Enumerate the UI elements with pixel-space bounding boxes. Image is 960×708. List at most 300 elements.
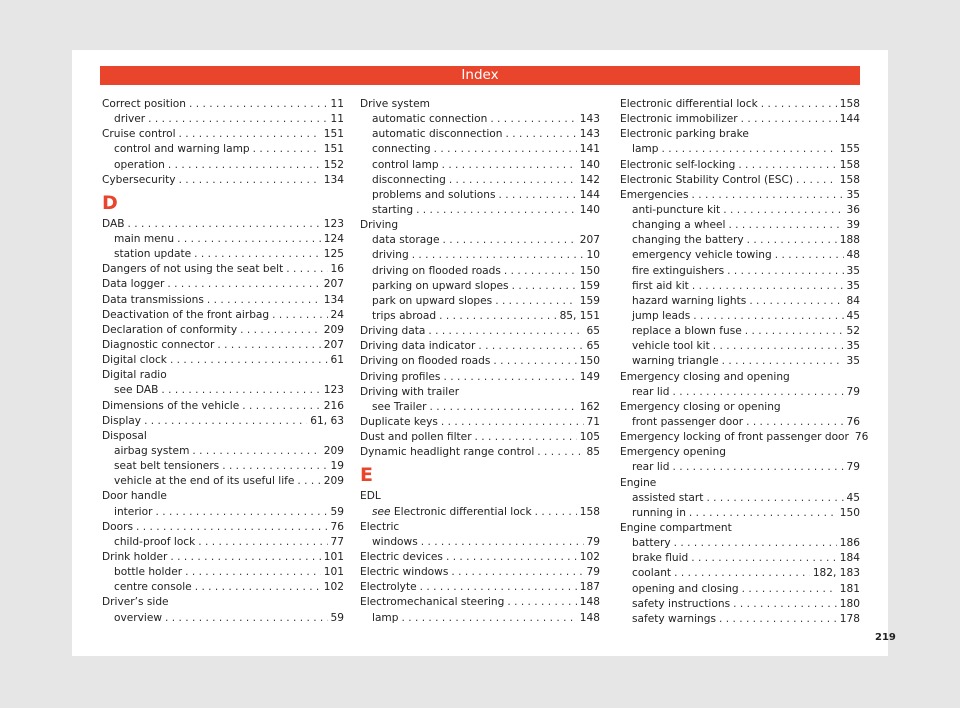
dot-leader	[416, 203, 577, 218]
entry-label: warning triangle	[632, 355, 719, 368]
entry-label: vehicle at the end of its useful life	[114, 475, 295, 488]
dot-leader	[674, 536, 837, 551]
entry-page-number: 35	[846, 279, 860, 292]
index-column-1	[102, 97, 344, 626]
entry-label: Electronic self-locking	[620, 158, 736, 171]
entry-page-number: 24	[330, 308, 344, 321]
index-section-letter: E	[360, 464, 373, 487]
entry-page-number: 158	[839, 158, 860, 171]
index-subentry	[620, 597, 860, 612]
entry-page-number: 105	[579, 431, 600, 444]
entry-page-number: 151	[323, 128, 344, 141]
index-subentry	[360, 264, 600, 279]
dot-leader	[706, 491, 843, 506]
dot-leader	[733, 597, 837, 612]
entry-label: Driving data indicator	[360, 340, 476, 353]
dot-leader	[179, 127, 321, 142]
index-subentry	[360, 248, 600, 263]
dot-leader	[761, 97, 837, 112]
entry-label: opening and closing	[632, 582, 739, 595]
index-subentry	[102, 112, 344, 127]
index-section-letter: D	[102, 191, 118, 214]
index-heading: Emergency opening	[620, 446, 726, 459]
index-subentry	[620, 551, 860, 566]
entry-page-number: 150	[579, 264, 600, 277]
entry-label: hazard warning lights	[632, 294, 747, 307]
dot-leader	[168, 158, 321, 173]
entry-page-number: 19	[330, 460, 344, 473]
index-entry	[102, 173, 344, 188]
entry-page-number: 48	[846, 249, 860, 262]
entry-page-number: 10	[586, 249, 600, 262]
index-entry	[102, 277, 344, 292]
dot-leader	[475, 430, 577, 445]
entry-page-number: 162	[579, 400, 600, 413]
entry-page-number: 45	[846, 309, 860, 322]
dot-leader	[253, 142, 321, 157]
index-subentry	[360, 112, 600, 127]
index-subentry	[360, 400, 600, 415]
entry-label: Electric devices	[360, 550, 443, 563]
entry-page-number: 134	[323, 293, 344, 306]
index-subentry	[360, 294, 600, 309]
entry-label: safety warnings	[632, 612, 716, 625]
index-subentry	[102, 535, 344, 550]
entry-label: windows	[372, 535, 418, 548]
dot-leader	[674, 566, 810, 581]
index-subentry	[102, 611, 344, 626]
index-subentry	[360, 173, 600, 188]
dot-leader	[165, 611, 327, 626]
dot-leader	[161, 383, 320, 398]
dot-leader	[537, 445, 583, 460]
index-entry	[102, 308, 344, 323]
entry-label: driving on flooded roads	[372, 264, 501, 277]
entry-page-number: 79	[586, 535, 600, 548]
index-entry	[360, 445, 600, 460]
index-heading: Emergency closing and opening	[620, 370, 790, 383]
index-entry	[620, 112, 860, 127]
dot-leader	[507, 595, 576, 610]
entry-page-number: 140	[579, 158, 600, 171]
index-subentry	[360, 505, 600, 520]
dot-leader	[738, 158, 836, 173]
index-subentry	[102, 474, 344, 489]
dot-leader	[775, 248, 844, 263]
index-heading: Door handle	[102, 490, 167, 503]
index-subentry	[360, 142, 600, 157]
entry-page-number: 45	[846, 491, 860, 504]
entry-label: Data logger	[102, 278, 165, 291]
entry-page-number: 178	[839, 612, 860, 625]
index-entry	[360, 370, 600, 385]
dot-leader	[672, 385, 843, 400]
entry-page-number: 141	[579, 143, 600, 156]
index-entry	[360, 430, 600, 445]
entry-label: Electrolyte	[360, 581, 417, 594]
dot-leader	[136, 520, 328, 535]
index-subentry	[620, 506, 860, 521]
entry-page-number: 59	[330, 611, 344, 624]
dot-leader	[286, 262, 327, 277]
dot-leader	[412, 248, 584, 263]
dot-leader	[728, 218, 843, 233]
index-entry	[102, 323, 344, 338]
entry-page-number: 79	[586, 566, 600, 579]
entry-page-number: 65	[586, 325, 600, 338]
index-subentry	[360, 188, 600, 203]
dot-leader	[451, 565, 583, 580]
index-entry	[620, 97, 860, 112]
entry-label: brake fluid	[632, 552, 689, 565]
entry-label: Duplicate keys	[360, 415, 438, 428]
entry-label: park on upward slopes	[372, 294, 493, 307]
dot-leader	[177, 232, 321, 247]
index-heading: Driving	[360, 219, 399, 232]
dot-leader	[442, 158, 577, 173]
dot-leader	[217, 338, 320, 353]
index-heading: Disposal	[102, 429, 147, 442]
page-number: 219	[875, 632, 896, 643]
index-subentry	[620, 415, 860, 430]
index-subentry	[360, 233, 600, 248]
index-subentry	[360, 279, 600, 294]
entry-page-number: 35	[846, 340, 860, 353]
entry-label: disconnecting	[372, 173, 446, 186]
index-heading: Electronic parking brake	[620, 128, 749, 141]
dot-leader	[746, 415, 843, 430]
entry-label: lamp	[632, 143, 659, 156]
entry-page-number: 144	[579, 188, 600, 201]
entry-label: Driving profiles	[360, 370, 441, 383]
dot-leader	[749, 294, 843, 309]
entry-label: overview	[114, 611, 163, 624]
dot-leader	[148, 112, 327, 127]
dot-leader	[401, 611, 576, 626]
dot-leader	[504, 264, 577, 279]
entry-page-number: 101	[323, 550, 344, 563]
dot-leader	[192, 444, 320, 459]
dot-leader	[796, 173, 837, 188]
entry-label: Electromechanical steering	[360, 596, 505, 609]
entry-label: battery	[632, 537, 671, 550]
entry-page-number: 151	[323, 143, 344, 156]
dot-leader	[693, 309, 843, 324]
entry-label: Data transmissions	[102, 293, 204, 306]
entry-label: Cruise control	[102, 128, 176, 141]
entry-page-number: 71	[586, 415, 600, 428]
index-subentry	[102, 142, 344, 157]
entry-page-number: 209	[323, 444, 344, 457]
entry-page-number: 16	[330, 263, 344, 276]
entry-label: Display	[102, 414, 142, 427]
entry-label: seat belt tensioners	[114, 460, 220, 473]
index-subentry	[102, 383, 344, 398]
entry-page-number: 65	[586, 340, 600, 353]
entry-page-number: 207	[579, 234, 600, 247]
entry-label: see Electronic differential lock	[372, 505, 532, 518]
index-subentry	[102, 459, 344, 474]
entry-label: driving	[372, 249, 409, 262]
dot-leader	[421, 535, 584, 550]
dot-leader	[661, 142, 836, 157]
entry-page-number: 36	[846, 203, 860, 216]
entry-page-number: 52	[846, 325, 860, 338]
dot-leader	[506, 127, 577, 142]
entry-label: main menu	[114, 232, 175, 245]
entry-label: control and warning lamp	[114, 143, 250, 156]
index-subentry	[620, 385, 860, 400]
entry-page-number: 101	[323, 566, 344, 579]
entry-page-number: 76	[330, 520, 344, 533]
dot-leader	[420, 580, 577, 595]
index-heading: Engine compartment	[620, 521, 732, 534]
entry-label: data storage	[372, 234, 440, 247]
entry-label: Emergencies	[620, 188, 689, 201]
entry-page-number: 134	[323, 173, 344, 186]
entry-label: Electronic Stability Control (ESC)	[620, 173, 794, 186]
index-subentry	[360, 158, 600, 173]
dot-leader	[439, 309, 556, 324]
index-heading: Digital radio	[102, 369, 167, 382]
dot-leader	[128, 217, 321, 232]
dot-leader	[170, 550, 320, 565]
index-entry	[360, 339, 600, 354]
entry-label: Dynamic headlight range control	[360, 446, 535, 459]
entry-label: parking on upward slopes	[372, 279, 509, 292]
dot-leader	[742, 582, 837, 597]
index-heading: Engine	[620, 476, 657, 489]
dot-leader	[185, 565, 321, 580]
dot-leader	[195, 580, 321, 595]
entry-page-number: 148	[579, 596, 600, 609]
entry-page-number: 187	[579, 581, 600, 594]
index-subentry	[620, 218, 860, 233]
entry-page-number: 181	[839, 582, 860, 595]
index-subentry	[102, 565, 344, 580]
dot-leader	[512, 279, 577, 294]
index-entry	[360, 550, 600, 565]
index-subentry	[620, 324, 860, 339]
entry-label: lamp	[372, 611, 399, 624]
dot-leader	[495, 294, 577, 309]
dot-leader	[727, 264, 843, 279]
index-subentry	[620, 491, 860, 506]
entry-label: first aid kit	[632, 279, 689, 292]
index-subentry	[102, 247, 344, 262]
entry-label: interior	[114, 505, 153, 518]
entry-label: Doors	[102, 520, 133, 533]
dot-leader	[222, 459, 327, 474]
entry-page-number: 209	[323, 475, 344, 488]
dot-leader	[535, 505, 577, 520]
entry-page-number: 102	[323, 581, 344, 594]
entry-page-number: 150	[579, 355, 600, 368]
entry-label: Cybersecurity	[102, 173, 176, 186]
entry-label: starting	[372, 203, 414, 216]
index-entry	[620, 158, 860, 173]
index-subentry	[620, 264, 860, 279]
entry-page-number: 216	[323, 399, 344, 412]
entry-page-number: 61, 63	[310, 414, 344, 427]
entry-label: anti-puncture kit	[632, 203, 721, 216]
entry-page-number: 186	[839, 537, 860, 550]
dot-leader	[490, 112, 576, 127]
entry-page-number: 84	[846, 294, 860, 307]
entry-label: fire extinguishers	[632, 264, 725, 277]
index-heading: Drive system	[360, 98, 430, 110]
index-subentry	[620, 279, 860, 294]
entry-page-number: 143	[579, 128, 600, 141]
entry-label: assisted start	[632, 491, 704, 504]
index-subentry	[620, 203, 860, 218]
entry-label: Electronic differential lock	[620, 98, 758, 110]
entry-label: driver	[114, 113, 146, 126]
entry-page-number: 158	[839, 98, 860, 110]
entry-page-number: 35	[846, 264, 860, 277]
entry-label: Dust and pollen filter	[360, 431, 472, 444]
dot-leader	[691, 188, 843, 203]
dot-leader	[713, 339, 844, 354]
dot-leader	[722, 354, 844, 369]
index-entry	[102, 353, 344, 368]
index-entry	[360, 595, 600, 610]
entry-label: see Trailer	[372, 400, 427, 413]
entry-page-number: 123	[323, 384, 344, 397]
index-subentry	[620, 309, 860, 324]
dot-leader	[428, 324, 583, 339]
index-subentry	[620, 460, 860, 475]
entry-page-number: 158	[579, 505, 600, 518]
entry-page-number: 85	[586, 446, 600, 459]
entry-label: changing the battery	[632, 234, 744, 247]
entry-page-number: 207	[323, 338, 344, 351]
dot-leader	[179, 173, 321, 188]
index-subentry	[620, 612, 860, 627]
entry-page-number: 59	[330, 505, 344, 518]
entry-page-number: 144	[839, 113, 860, 126]
entry-label: Deactivation of the front airbag	[102, 308, 270, 321]
entry-page-number: 155	[839, 143, 860, 156]
index-subentry	[102, 444, 344, 459]
index-column-2	[360, 97, 600, 626]
dot-leader	[499, 188, 577, 203]
entry-label: emergency vehicle towing	[632, 249, 772, 262]
entry-page-number: 209	[323, 323, 344, 336]
index-entry	[102, 414, 344, 429]
index-subentry	[360, 127, 600, 142]
index-column-3	[620, 97, 869, 627]
entry-label: safety instructions	[632, 597, 731, 610]
dot-leader	[719, 612, 837, 627]
entry-label: vehicle tool kit	[632, 340, 710, 353]
entry-label: Dimensions of the vehicle	[102, 399, 240, 412]
entry-page-number: 149	[579, 370, 600, 383]
entry-label: Driving data	[360, 325, 426, 338]
dot-leader	[478, 339, 583, 354]
index-heading: Driving with trailer	[360, 385, 460, 398]
entry-page-number: 159	[579, 279, 600, 292]
entry-label: child-proof lock	[114, 535, 196, 548]
dot-leader	[441, 415, 584, 430]
index-entry	[360, 324, 600, 339]
dot-leader	[240, 323, 321, 338]
entry-label: changing a wheel	[632, 219, 726, 232]
dot-leader	[297, 474, 320, 489]
index-entry	[102, 293, 344, 308]
index-subentry	[620, 248, 860, 263]
dot-leader	[747, 233, 837, 248]
entry-page-number: 123	[323, 217, 344, 230]
entry-page-number: 76	[854, 431, 869, 444]
dot-leader	[443, 370, 576, 385]
index-subentry	[620, 142, 860, 157]
dot-leader	[272, 308, 327, 323]
index-subentry	[620, 582, 860, 597]
dot-leader	[194, 247, 321, 262]
entry-label: automatic connection	[372, 113, 488, 126]
entry-label: operation	[114, 158, 165, 171]
entry-page-number: 159	[579, 294, 600, 307]
entry-page-number: 158	[839, 173, 860, 186]
index-entry	[360, 565, 600, 580]
index-subentry	[102, 580, 344, 595]
index-subentry	[620, 339, 860, 354]
dot-leader	[493, 354, 576, 369]
entry-label: running in	[632, 506, 686, 519]
entry-label: automatic disconnection	[372, 128, 503, 141]
index-header: Index	[100, 66, 860, 85]
index-subentry	[102, 505, 344, 520]
dot-leader	[442, 233, 576, 248]
entry-label: Drink holder	[102, 550, 168, 563]
entry-page-number: 184	[839, 552, 860, 565]
index-entry	[360, 580, 600, 595]
entry-label: replace a blown fuse	[632, 325, 742, 338]
dot-leader	[242, 399, 321, 414]
entry-label: control lamp	[372, 158, 439, 171]
index-subentry	[620, 294, 860, 309]
index-entry	[102, 97, 344, 112]
entry-label: Dangers of not using the seat belt	[102, 263, 284, 276]
entry-page-number: 85, 151	[559, 309, 600, 322]
entry-label: Driving on flooded roads	[360, 355, 491, 368]
dot-leader	[198, 535, 327, 550]
dot-leader	[672, 460, 843, 475]
entry-label: DAB	[102, 217, 125, 230]
entry-label: rear lid	[632, 461, 670, 474]
entry-page-number: 188	[839, 234, 860, 247]
entry-label: Declaration of conformity	[102, 323, 238, 336]
entry-label: coolant	[632, 567, 672, 580]
index-entry	[620, 188, 860, 203]
index-heading: Emergency closing or opening	[620, 400, 781, 413]
entry-page-number: 182, 183	[812, 567, 860, 580]
dot-leader	[741, 112, 837, 127]
entry-page-number: 61	[330, 354, 344, 367]
entry-page-number: 11	[330, 113, 344, 126]
index-subentry	[360, 535, 600, 550]
entry-label: airbag system	[114, 444, 190, 457]
dot-leader	[155, 505, 327, 520]
entry-page-number: 152	[323, 158, 344, 171]
entry-label: centre console	[114, 581, 192, 594]
dot-leader	[692, 279, 844, 294]
entry-label: Correct position	[102, 98, 186, 110]
entry-page-number: 11	[330, 98, 344, 110]
entry-page-number: 180	[839, 597, 860, 610]
entry-label: see DAB	[114, 384, 159, 397]
